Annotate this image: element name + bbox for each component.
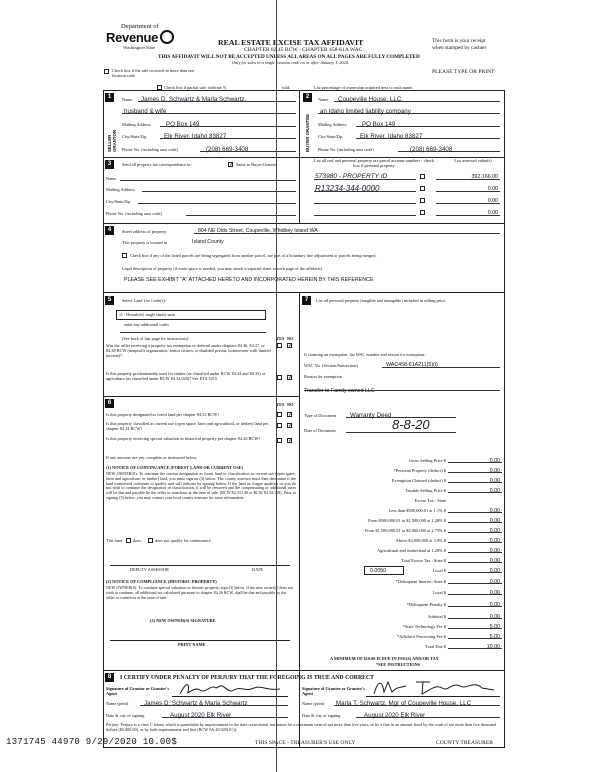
assessor-sig-line[interactable] [110,565,290,566]
tax-row-value: 0.00 [489,478,500,484]
s3-city-field[interactable] [138,197,296,204]
reason-value: Transfer to Family owned LLC [304,388,375,394]
s3-name-label: Name [106,176,117,181]
grantee-date-label: Date & city of signing [302,713,341,718]
seller-city-label: City/State/Zip [122,134,147,139]
dept-line2: Revenue [106,30,159,45]
tax-row-label: *Delinquent Penalty $ [406,602,446,607]
tax-row-value: 0.00 [489,590,500,596]
s6-q2-yes[interactable] [277,423,282,428]
type-or-print: PLEASE TYPE OR PRINT [432,69,495,75]
additional-codes-label: enter any additional codes [124,322,169,327]
assessed-value: 0.00 [487,198,498,204]
seller-name-label: Name [122,97,133,102]
rule-4 [103,396,299,397]
if-any-yes: If any answers are yes, complete as instructed below. [106,455,198,460]
buyer-name-label: Name [318,97,329,102]
legal-label: Legal description of property (if more space is needed, you may attach a separate sheet to each page of the affidavit) [122,266,322,271]
grantor-signature-icon [176,680,286,698]
grantee-date: August 2020 Elk River [364,712,426,719]
continuance-body: NEW OWNER(S): To continue the current designation as forest land or classification as current use (open space, farm and agriculture, or timber) land, you must sign on (3) below. The county assessor must then determine if the land transferred continues to qualify and will indicate by signing below. If the land no longer qualifies or you do not wish to continue the designation or classification, it will be removed and the compensating or additional taxes will be due and payable by the seller or transferor at the time of sale. (RCW 84.33.140 or RCW 84.34.108). Prior to signing (3) below, you may contact your local county assessor for more information. [106,471,296,500]
assessed-header: List assessed value(s) [454,158,492,163]
historic-body: NEW OWNER(S): To continue special valuation as historic property, sign (3) below. If the new owner(s) does not wish to continue, all additional tax calculated pursuant to chapter 84.26 RCW, shall be due and payable by the seller or transferor at the time of sale. [106,585,294,600]
deputy-assessor-label: DEPUTY ASSESSOR [130,567,169,572]
s6-q3-yes[interactable] [277,438,282,443]
additional-codes-field[interactable] [120,326,266,333]
s5-q2-yes[interactable] [277,375,282,380]
s3-mailing-field[interactable] [142,185,296,192]
assessed-value: 0.00 [487,210,498,216]
tax-row-label: Total Due $ [425,644,446,649]
personal-property-checkbox[interactable] [420,198,425,203]
tax-row-value: 10.00 [486,644,500,650]
seller-city: Elk River, Idaho 83827 [164,133,227,140]
form-warning: THIS AFFIDAVIT WILL NOT BE ACCEPTED UNLESS ALL AREAS ON ALL PAGES ARE FULLY COMPLETED [158,54,420,60]
buyer-city-label: City/State/Zip [318,134,343,139]
section-8-number: 8 [105,673,114,682]
s5-question-2: Is this property predominantly used for timber (as classified under RCW 84.34 and 84.33) or agriculture (as classified under RCW 84.34.020)? See ETA 3215 [106,371,266,381]
land-use-value: 11 - Household, single family units [119,312,176,317]
print-name-line[interactable] [110,640,290,641]
rule-2 [103,223,505,224]
s6-q3-no[interactable]: ✓ [288,438,294,444]
assessed-value: 392,166.00 [471,174,498,180]
tax-row-label: Less than $500,000.01 at 1.1% $ [388,508,446,513]
located-value: Island County [192,239,224,245]
tax-row-value: 0.00 [489,518,500,524]
reason-label: Reason for exemption [304,374,342,379]
personal-property-label: List all personal property (tangible and intangible) included in selling price. [316,298,447,303]
tax-row-label: Above $3,000,000 at 3.0% $ [395,538,446,543]
seller-phone: (208) 669-3408 [206,146,249,153]
perjury-notice: Perjury: Perjury is a class C felony which is punishable by imprisonment in the state correctional institution for a maximum term of not more than five years, or by a fine in an amount fixed by the court of not more than five thousand dollars ($5,000.00), or by both imprisonment and fine (RCW 9A.20.020(1C)). [106,722,496,732]
legal-description: PLEASE SEE EXHIBIT "A" ATTACHED HERETO AND INCORPORATED HEREIN BY THIS REFERENCE [124,277,374,283]
tax-row-value: 0.00 [489,602,500,608]
parcel-number: R13234-344-0000 [315,184,380,193]
new-owner-sig-label: (3) NEW OWNER(S) SIGNATURE [150,618,216,623]
s6-question-1: Is this property designated as forest land per chapter 84.33 RCW? [106,412,220,417]
rule-3 [103,292,505,293]
exemption-label: If claiming an exemption, list WAC number and reason for exemption: [304,352,426,357]
tax-row-value: 5.00 [489,634,500,640]
seller-phone-label: Phone No. (including area code) [122,147,178,152]
tax-row-value: 0.00 [489,558,500,564]
seller-name-2: husband & wife [124,108,167,115]
land-does-not-checkbox[interactable] [148,538,153,543]
tax-row-value: 0.00 [489,488,500,494]
s3-phone-field[interactable] [186,209,296,216]
minimum-due: A MINIMUM OF $10.00 IS DUE IN FEE(S) AND/OR TAX [330,656,439,661]
tax-row-label: *Delinquent Interest: State $ [395,579,446,584]
boundary-checkbox[interactable] [122,253,127,258]
tax-row-label: From $500,000.01 to $1,500,000 at 1.28% $ [368,518,446,523]
s6-q1-yes[interactable] [277,412,282,417]
s6-no-header: NO [287,402,294,407]
land-use-label: Select Land Use Code(s): [122,298,167,303]
grantor-sig-label: Signature of Grantor or Grantor's Agent [106,686,170,696]
seller-mailing: PO Box 149 [166,121,200,128]
located-label: This property is located in [122,240,168,245]
tax-row-label: Local $ [432,590,446,595]
section-5-number: 5 [105,296,114,305]
scan-line [276,0,277,772]
section-1-number: 1 [105,93,114,102]
treasurer-use-only: THIS SPACE - TREASURER'S USE ONLY [255,740,356,746]
grantor-date-label: Date & city of signing [106,713,145,718]
buyer-mailing: PO Box 149 [362,121,396,128]
form-title: REAL ESTATE EXCISE TAX AFFIDAVIT [218,38,364,47]
continuance-title: (1) NOTICE OF CONTINUANCE (FOREST LAND OR CURRENT USE) [106,465,243,470]
grantee-signature-icon [370,676,500,698]
local-value: 0.00 [489,568,500,574]
grantee-name-label: Name (print) [302,701,325,706]
same-as-buyer-label: Same as Buyer/Grantee [236,162,277,167]
land-does-label: does [133,538,141,543]
local-label: Local $ [432,568,446,573]
send-correspondence-label: Send all property tax correspondence to: [122,162,192,167]
tax-row-label: Gross Selling Price $ [408,458,446,463]
personal-property-checkbox[interactable] [420,186,425,191]
local-rate-value: 0.0050 [370,568,387,574]
grantee-name: Marla T. Schwartz, Mgr of Coupeville House, LLC [336,700,472,707]
multi-location-label: Check box if the sale occurred in more than one location code [112,68,195,78]
s3-name-field[interactable] [120,174,296,181]
buyer-name-2: an Idaho limited liability company [320,108,411,115]
boundary-label: Check box if any of the listed parcels are being segregated from another parcel, are part of a boundary line adjustment or parcels being merged. [130,253,377,258]
doc-type-value: Warranty Deed [350,412,392,419]
divider-1-2 [299,90,300,158]
street-value: 804 NE Olds Street, Coupeville, Whidbey Island WA [198,228,318,234]
tax-row-label: *Affidavit Processing Fee $ [396,634,446,639]
tax-row-label: Subtotal $ [428,614,446,619]
s6-q2-no[interactable]: ✓ [288,423,294,429]
county-treasurer: COUNTY TREASURER [436,740,494,746]
personal-property-checkbox[interactable] [420,210,425,215]
doc-date-value: 8-8-20 [392,417,430,432]
dept-line1: Department of [121,23,159,30]
tax-row-label: Exemption Claimed (deduct) $ [391,478,446,483]
grantor-name: James D. Schwartz & Marla Schwartz [144,700,248,707]
s3-mailing-label: Mailing Address [106,187,135,192]
s6-yes-header: YES [276,402,285,407]
rule-5 [103,670,505,671]
tax-row-value: 0.00 [489,579,500,585]
divider-3 [299,157,300,223]
tax-row-value: 0.00 [489,508,500,514]
seller-mailing-label: Mailing Address [122,122,151,127]
tax-row-label: *Personal Property (deduct) $ [393,468,446,473]
s6-q1-no[interactable]: ✓ [288,412,294,418]
dor-logo-icon [160,30,174,44]
print-name-label: PRINT NAME [178,642,206,647]
s5-question-1: Was the seller receiving a property tax exemption or deferral under chapters 84.36, 84.37, or 84.38 RCW (nonprofit organization, senior citizen, or disabled person, homeowner with limited income)? [106,343,271,358]
certify-statement: I CERTIFY UNDER PENALTY OF PERJURY THAT THE FOREGOING IS TRUE AND CORRECT [120,675,375,681]
section-4-number: 4 [105,226,114,235]
tax-row-value: 5.00 [489,624,500,630]
single-location-note: Only for sales in a single location code on or after January 1, 2020. [232,60,350,65]
assessed-value: 0.00 [487,186,498,192]
tax-row-value: 0.00 [489,458,500,464]
buyer-city: Elk River, Idaho 83827 [360,133,423,140]
tax-row-value: 0.00 [489,548,500,554]
seller-side-label: SELLER GRANTOR [107,129,117,152]
buyer-phone-label: Phone No. (including area code) [318,147,374,152]
assessor-date-label: DATE [252,567,263,572]
parcel-number: 573980 - PROPERTY ID [315,173,388,180]
see-instructions: *SEE INSTRUCTIONS [376,662,421,667]
grantee-sig-label: Signature of Grantee or Grantee's Agent [302,686,365,696]
ownership-note: List percentage of ownership acquired next to each name. [314,85,414,90]
sold-label: sold. [282,85,291,90]
s5-yes-header: YES [276,336,285,341]
tax-row-label: Excise Tax : State [414,498,446,503]
s5-q1-no[interactable]: ✓ [288,343,294,349]
form-chapter: CHAPTER 82.45 RCW - CHAPTER 458-61A WAC [244,47,363,53]
tax-row-label: *State Technology Fee $ [402,624,446,629]
wac-label: WAC No. (Section/Subsection) [304,363,358,368]
doc-type-label: Type of Document [304,413,337,418]
street-label: Street address of property: [122,229,168,234]
receipt-stamp: 1371745 44970 9/29/2020 10.00$ [6,737,178,747]
section-7-number: 7 [302,296,311,305]
land-does-not-label: does not qualify for continuance. [155,538,212,543]
buyer-name-1: Coupeville House, LLC, [338,96,404,103]
parcel-field[interactable] [314,197,416,204]
see-back-note: (See back of last page for instructions) [122,336,189,341]
tax-row-label: Agricultural and timberland at 1.28% $ [376,548,446,553]
tax-row-value: 0.00 [489,614,500,620]
section-3-number: 3 [105,160,114,169]
historic-title: (2) NOTICE OF COMPLIANCE (HISTORIC PROPERTY) [106,579,217,584]
partial-sale-label: Check box if partial sale, indicate % [164,85,227,90]
tax-row-value: 0.00 [489,538,500,544]
s6-question-2: Is this property classified as current use (open space, farm and agricultural, or timber) land per chapter 84.34 RCW? [106,421,269,431]
doc-date-label: Date of Document [304,428,336,433]
tax-row-label: Total Excise Tax : State $ [401,558,446,563]
receipt-note-1: This form is your receipt [432,38,486,44]
wac-value: WAC458-61A211(5)(i) [386,362,438,368]
s3-city-label: City/State/Zip [106,199,131,204]
tax-row-value: 0.00 [489,468,500,474]
parcel-field[interactable] [314,209,416,216]
personal-property-checkbox[interactable] [420,174,425,179]
buyer-side-label: BUYER GRANTEE [305,113,310,152]
same-as-buyer-checkbox[interactable]: ✓ [229,162,235,168]
grantor-name-label: Name (print) [106,701,129,706]
section-6-number: 6 [105,399,114,408]
seller-name-1: James D. Schwartz & Marla Schwartz, [141,96,247,103]
s5-q1-yes[interactable] [277,343,282,348]
grantor-date: August 2020 Elk River [170,712,232,719]
section-2-number: 2 [303,93,312,102]
receipt-note-2: when stamped by cashier [432,45,487,51]
tax-row-value: 0.00 [489,528,500,534]
parcel-header: List all real and personal property tax parcel account numbers - check box if personal property [314,158,434,168]
buyer-phone: (208) 669-3408 [410,146,453,153]
this-land-label: This land [106,538,123,543]
buyer-mailing-label: Mailing Address [318,122,347,127]
tax-row-label: Taxable Selling Price $ [405,488,446,493]
dept-line3: Washington State [123,45,156,50]
s5-q2-no[interactable]: ✓ [288,375,294,381]
multi-location-checkbox[interactable] [104,69,109,74]
tax-row-label: From $1,500,000.01 to $3,000,000 at 2.75% $ [364,528,446,533]
s3-phone-label: Phone No. (including area code) [106,211,162,216]
s5-no-header: NO [287,336,294,341]
land-does-checkbox[interactable] [126,538,131,543]
s6-question-3: Is this property receiving special valuation as historical property per chapter 84.26 RCW? [106,436,261,441]
